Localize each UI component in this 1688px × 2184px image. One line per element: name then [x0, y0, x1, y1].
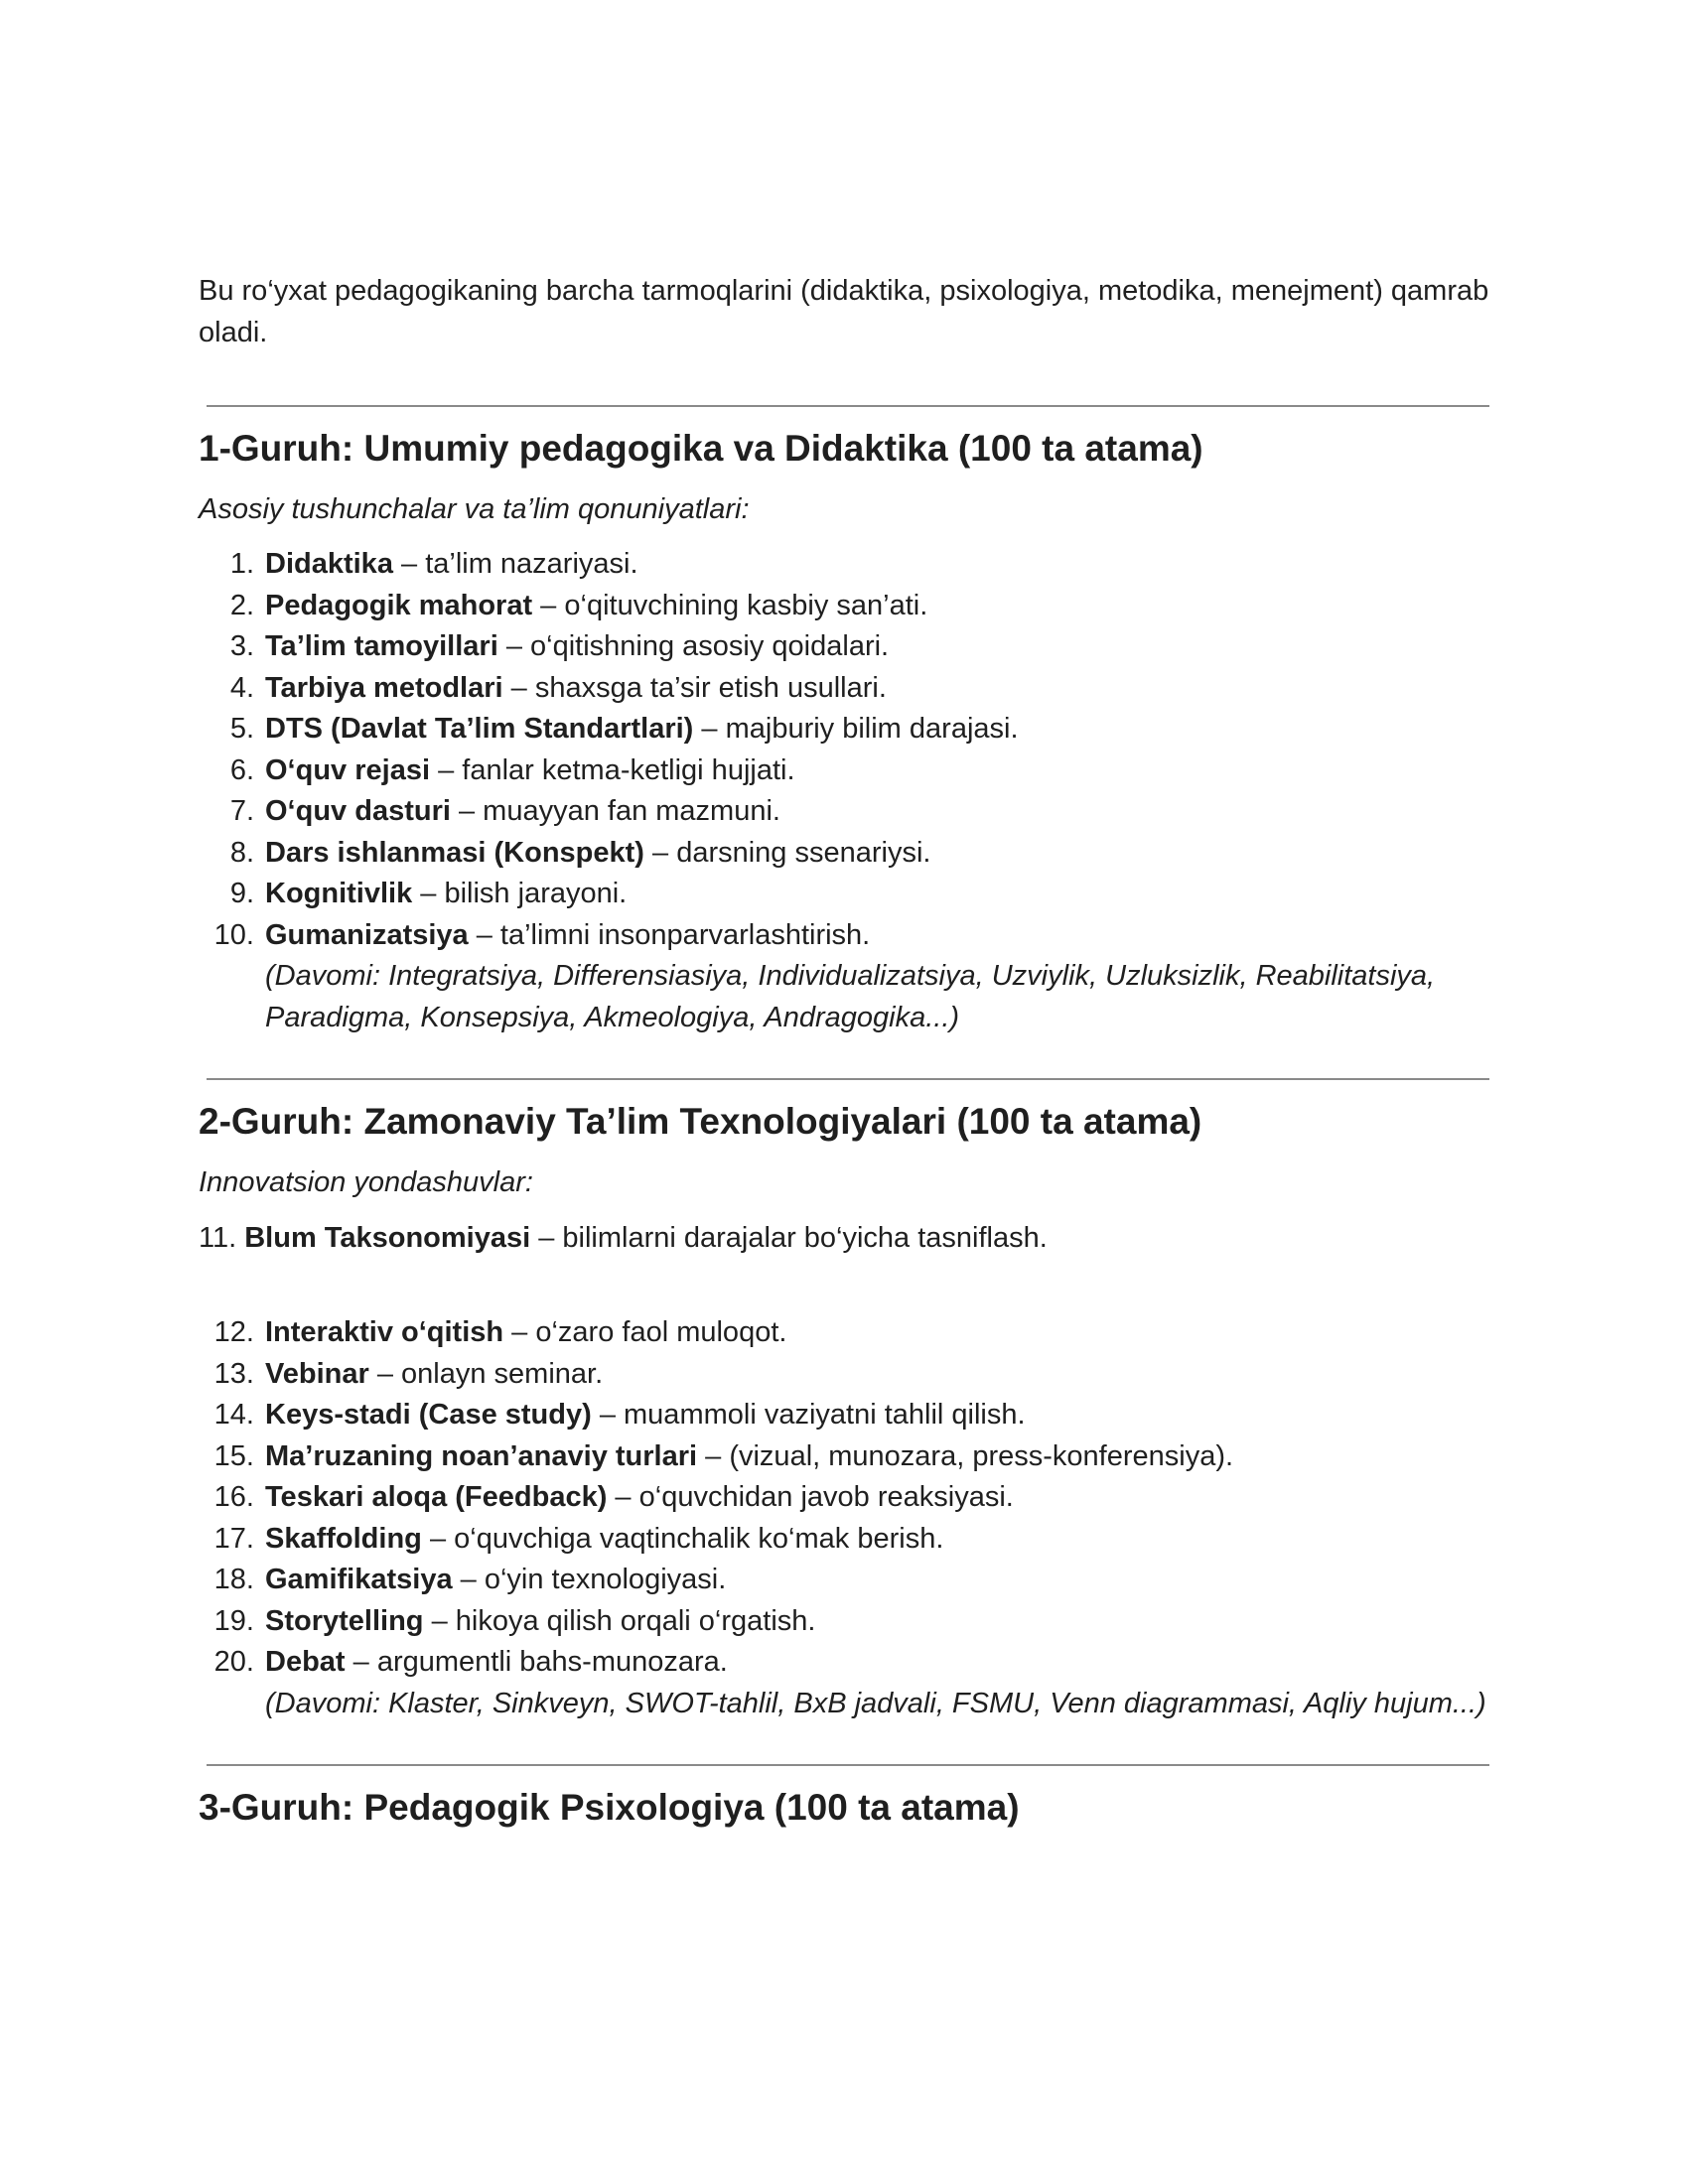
- term-name: Interaktiv o‘qitish: [265, 1316, 504, 1348]
- group-1-section: [199, 425, 1489, 1038]
- term-definition: – o‘yin texnologiyasi.: [452, 1564, 727, 1595]
- group-2-continuation: (Davomi: Klaster, Sinkveyn, SWOT-tahlil, BxB jadvali, FSMU, Venn diagrammasi, Aqliy hujum...): [265, 1687, 1486, 1719]
- list-item: [199, 833, 1489, 875]
- item-number: 5.: [229, 713, 254, 745]
- list-item: [199, 791, 1489, 833]
- group-2-subtitle: Innovatsion yondashuvlar:: [199, 1166, 533, 1198]
- section-divider: [207, 1078, 1489, 1080]
- list-item: [199, 751, 1489, 792]
- item-number: 7.: [229, 795, 254, 827]
- term-name: Kognitivlik: [265, 878, 413, 909]
- intro-paragraph: Bu ro‘yxat pedagogikaning barcha tarmoqlarini (didaktika, psixologiya, metodika, menejment) qamrab oladi.: [199, 275, 1489, 348]
- list-item: [199, 1217, 1489, 1259]
- item-number: 19.: [213, 1604, 254, 1637]
- list-item: [199, 1436, 1489, 1478]
- term-name: Ma’ruzaning noan’anaviy turlari: [265, 1439, 698, 1472]
- term-definition: – bilimlarni darajalar bo‘yicha tasniflash.: [530, 1222, 1048, 1254]
- item-number: 10.: [213, 918, 254, 951]
- list-item: [199, 709, 1489, 751]
- item-number: 13.: [213, 1357, 254, 1390]
- item-number: 14.: [213, 1399, 254, 1431]
- item-number: 11.: [199, 1222, 237, 1254]
- item-number: 8.: [229, 836, 254, 869]
- list-item: [199, 668, 1489, 710]
- group-2-heading: 2-Guruh: Zamonaviy Ta’lim Texnologiyalari (100 ta atama): [199, 1101, 1202, 1142]
- item-number: 3.: [229, 630, 254, 662]
- term-name: Blum Taksonomiyasi: [244, 1222, 531, 1254]
- term-definition: – darsning ssenariysi.: [643, 836, 931, 869]
- term-name: Tarbiya metodlari: [265, 671, 503, 704]
- group-2-section: [199, 1098, 1489, 1724]
- item-number: 18.: [213, 1564, 254, 1595]
- term-definition: – o‘quvchidan javob reaksiyasi.: [607, 1481, 1014, 1513]
- term-definition: – majburiy bilim darajasi.: [693, 713, 1019, 745]
- term-definition: – o‘zaro faol muloqot.: [503, 1316, 787, 1348]
- group-1-subtitle: Asosiy tushunchalar va ta’lim qonuniyatlari:: [199, 493, 750, 525]
- list-item: [199, 874, 1489, 915]
- group-3-section: [199, 1784, 1489, 1832]
- item-number: 9.: [229, 878, 254, 909]
- term-name: Storytelling: [265, 1604, 424, 1637]
- term-name: Ta’lim tamoyillari: [265, 630, 498, 662]
- group-3-heading: 3-Guruh: Pedagogik Psixologiya (100 ta atama): [199, 1787, 1020, 1828]
- group-1-heading: 1-Guruh: Umumiy pedagogika va Didaktika (100 ta atama): [199, 428, 1203, 469]
- group-2-term-list: [199, 1312, 1489, 1684]
- list-item: [199, 1601, 1489, 1643]
- section-divider: [207, 405, 1489, 407]
- term-name: Dars ishlanmasi (Konspekt): [265, 836, 644, 869]
- term-definition: – o‘quvchiga vaqtinchalik ko‘mak berish.: [421, 1522, 944, 1555]
- list-item: [199, 915, 1489, 957]
- item-number: 2.: [229, 589, 254, 621]
- list-item: [199, 1560, 1489, 1601]
- list-item: [199, 1354, 1489, 1396]
- item-number: 6.: [229, 753, 254, 786]
- term-definition: – ta’limni insonparvarlashtirish.: [468, 918, 871, 951]
- term-definition: – fanlar ketma-ketligi hujjati.: [430, 753, 795, 786]
- list-item: [199, 1312, 1489, 1354]
- list-item: [199, 1477, 1489, 1519]
- term-name: Teskari aloqa (Feedback): [265, 1481, 608, 1513]
- term-definition: – hikoya qilish orqali o‘rgatish.: [423, 1604, 816, 1637]
- term-name: O‘quv dasturi: [265, 795, 451, 827]
- term-name: Pedagogik mahorat: [265, 589, 533, 621]
- term-definition: – o‘qituvchining kasbiy san’ati.: [532, 589, 928, 621]
- list-item: [199, 1642, 1489, 1684]
- term-name: Didaktika: [265, 548, 393, 580]
- list-item: [199, 626, 1489, 668]
- list-item: [199, 586, 1489, 627]
- term-name: Gamifikatsiya: [265, 1564, 453, 1595]
- term-name: Skaffolding: [265, 1522, 422, 1555]
- term-name: Debat: [265, 1646, 346, 1678]
- term-name: O‘quv rejasi: [265, 753, 431, 786]
- item-number: 1.: [229, 548, 254, 580]
- term-name: Keys-stadi (Case study): [265, 1399, 592, 1431]
- item-number: 15.: [213, 1439, 254, 1472]
- group-1-continuation: (Davomi: Integratsiya, Differensiasiya, Individualizatsiya, Uzviylik, Uzluksizlik, Reabilitatsiya, Paradigma, Konsepsiya, Akmeologiya, Andragogika...): [265, 960, 1436, 1033]
- section-divider: [207, 1764, 1489, 1766]
- term-definition: – bilish jarayoni.: [412, 878, 628, 909]
- term-name: Vebinar: [265, 1357, 369, 1390]
- term-definition: – shaxsga ta’sir etish usullari.: [502, 671, 887, 704]
- document-page: [199, 270, 1489, 1832]
- item-number: 12.: [213, 1316, 254, 1348]
- term-definition: – argumentli bahs-munozara.: [345, 1646, 728, 1678]
- list-item: [199, 1519, 1489, 1561]
- term-definition: – muammoli vaziyatni tahlil qilish.: [591, 1399, 1026, 1431]
- item-number: 16.: [213, 1481, 254, 1513]
- term-name: Gumanizatsiya: [265, 918, 469, 951]
- term-definition: – onlayn seminar.: [368, 1357, 604, 1390]
- list-item: [199, 1395, 1489, 1436]
- term-definition: – ta’lim nazariyasi.: [392, 548, 638, 580]
- item-number: 4.: [229, 671, 254, 704]
- term-name: DTS (Davlat Ta’lim Standartlari): [265, 713, 694, 745]
- group-1-term-list: [199, 544, 1489, 956]
- term-definition: – (vizual, munozara, press-konferensiya).: [697, 1439, 1234, 1472]
- item-number: 17.: [213, 1522, 254, 1555]
- item-number: 20.: [213, 1646, 254, 1678]
- term-definition: – muayyan fan mazmuni.: [450, 795, 780, 827]
- term-definition: – o‘qitishning asosiy qoidalari.: [497, 630, 890, 662]
- list-item: [199, 544, 1489, 586]
